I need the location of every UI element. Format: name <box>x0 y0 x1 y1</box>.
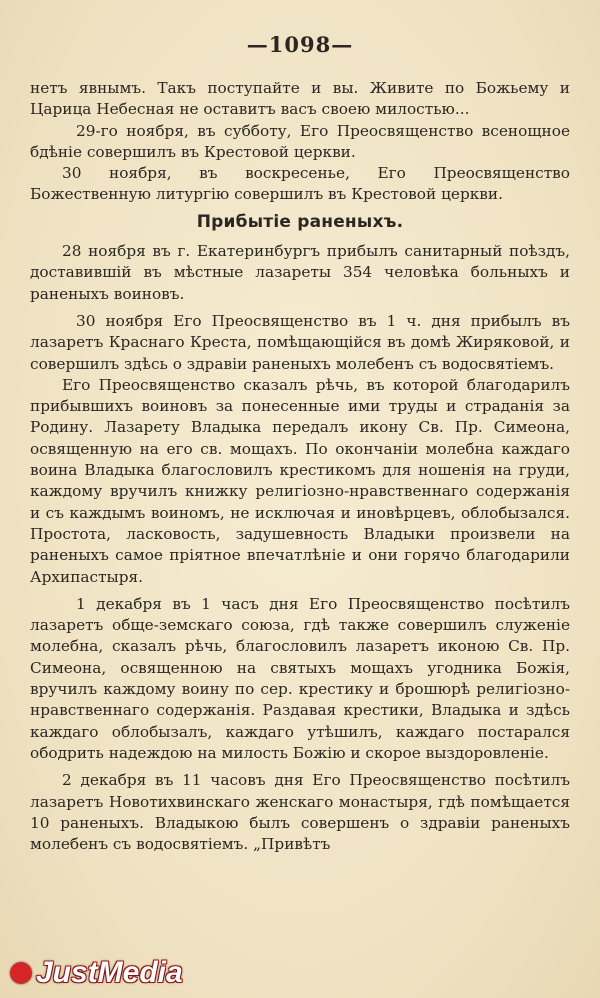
page-number: —1098— <box>246 32 354 57</box>
logo-mark-icon <box>10 962 32 984</box>
paragraph-dec-1: 1 декабря въ 1 часъ дня Его Преосвященство посѣтилъ лазаретъ обще-земскаго союза, гдѣ также совершилъ служеніе молебна, сказалъ рѣчь, благословилъ лазаретъ иконою Св. Пр. Симеона, освященною на святыхъ мощахъ угодника Божія, вручилъ каждому воину по сер. крестику и брошюрѣ религіозно-нравственнаго содержанія. Раздавая крестики, Владыка и здѣсь каждаго облобызалъ, каждаго утѣшилъ, каждаго постарался ободрить надеждою на милость Божію и скорое выздоровленіе. <box>30 594 570 762</box>
page-body <box>30 78 570 855</box>
paragraph-continuation: нетъ явнымъ. Такъ поступайте и вы. Живите по Божьему и Царица Небесная не оставитъ васъ своею милостью... <box>30 79 570 119</box>
watermark-logo <box>10 956 183 990</box>
paragraph-train-arrival: 28 ноября въ г. Екатеринбургъ прибылъ санитарный поѣздъ, доставившій въ мѣстные лазареты 354 человѣка больныхъ и раненыхъ воиновъ. <box>30 242 570 303</box>
paragraph-dec-2: 2 декабря въ 11 часовъ дня Его Преосвященство посѣтилъ лазаретъ Новотихвинскаго женскаго монастыря, гдѣ помѣщается 10 раненыхъ. Владыкою былъ совершенъ о здравіи раненыхъ молебенъ съ водосвятіемъ. „Привѣтъ <box>30 771 570 854</box>
paragraph-red-cross-visit: 30 ноября Его Преосвященство въ 1 ч. дня прибылъ въ лазаретъ Краснаго Креста, помѣщающійся въ домѣ Жиряковой, и совершилъ здѣсь о здравіи раненыхъ молебенъ съ водосвятіемъ. <box>30 311 570 373</box>
section-title: Прибытіе раненыхъ. <box>196 211 404 232</box>
watermark-text: JustMedia <box>36 956 183 989</box>
paragraph-speech: Его Преосвященство сказалъ рѣчь, въ которой благодарилъ прибывшихъ воиновъ за понесенные ими труды и страданія за Родину. Лазарету Владыка передалъ икону Св. Пр. Симеона, освященную на его св. мощахъ. По окончаніи молебна каждаго воина Владыка благословилъ крестикомъ для ношенія на груди, каждому вручилъ книжку религіозно-нравственнаго содержанія и съ каждымъ воиномъ, не исключая и иновѣрцевъ, облобызался. Простота, ласковость, задушевность Владыки произвели на раненыхъ самое пріятное впечатлѣніе и они горячо благодарили Архипастыря. <box>30 375 570 586</box>
paragraph-nov-29: 29-го ноября, въ субботу, Его Преосвященство всенощное бдѣніе совершилъ въ Крестовой церкви. <box>30 121 570 161</box>
paragraph-nov-30-liturgy: 30 ноября, въ воскресенье, Его Преосвященство Божественную литургію совершилъ въ Крестовой церкви. <box>30 164 570 204</box>
